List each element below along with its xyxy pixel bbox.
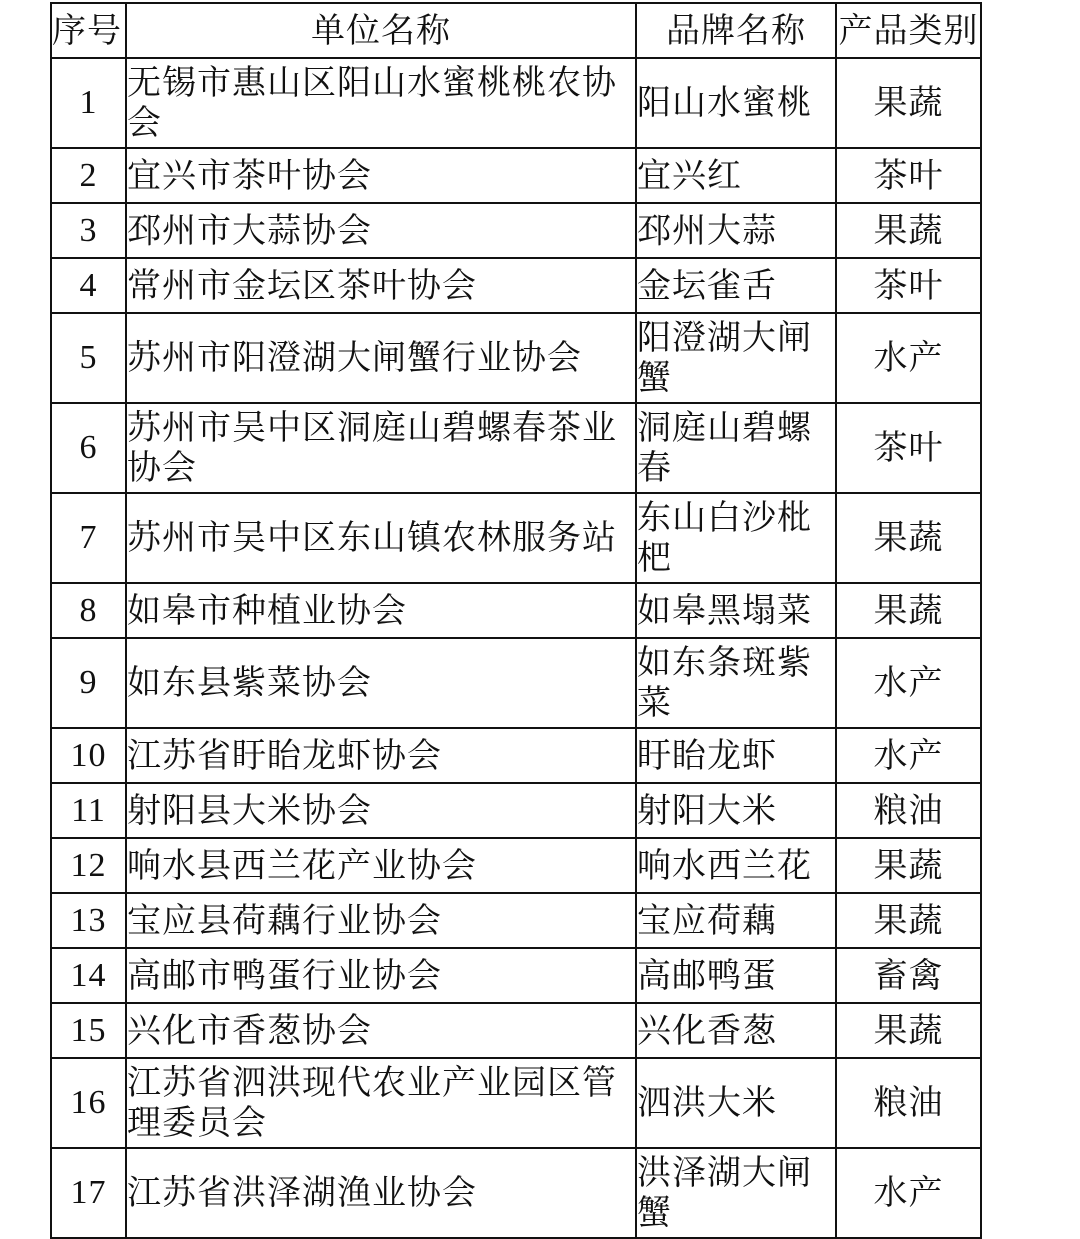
table-row	[51, 258, 981, 313]
brand-name-cell: 东山白沙枇杷	[636, 493, 836, 583]
product-category-cell: 果蔬	[836, 838, 981, 893]
product-category-cell: 水产	[836, 728, 981, 783]
brand-name-cell: 高邮鸭蛋	[636, 948, 836, 1003]
product-category-cell: 水产	[836, 313, 981, 403]
table-row	[51, 1058, 981, 1148]
row-index: 9	[51, 638, 126, 728]
header-product-category: 产品类别	[836, 3, 981, 58]
unit-name-cell: 江苏省泗洪现代农业产业园区管理委员会	[126, 1058, 636, 1148]
brand-name-cell: 洪泽湖大闸蟹	[636, 1148, 836, 1238]
brand-name-cell: 盱眙龙虾	[636, 728, 836, 783]
table-row	[51, 313, 981, 403]
unit-name-cell: 苏州市吴中区洞庭山碧螺春茶业协会	[126, 403, 636, 493]
product-category-cell: 水产	[836, 638, 981, 728]
table-row	[51, 1148, 981, 1238]
table-row	[51, 728, 981, 783]
table-row	[51, 893, 981, 948]
unit-name-cell: 射阳县大米协会	[126, 783, 636, 838]
brand-name-cell: 宜兴红	[636, 148, 836, 203]
brand-name-cell: 如东条斑紫菜	[636, 638, 836, 728]
brand-name-cell: 响水西兰花	[636, 838, 836, 893]
row-index: 5	[51, 313, 126, 403]
brand-name-cell: 兴化香葱	[636, 1003, 836, 1058]
product-category-cell: 茶叶	[836, 148, 981, 203]
table-row	[51, 148, 981, 203]
brand-name-cell: 宝应荷藕	[636, 893, 836, 948]
table-row	[51, 948, 981, 1003]
unit-name-cell: 如皋市种植业协会	[126, 583, 636, 638]
product-category-cell: 果蔬	[836, 58, 981, 148]
row-index: 10	[51, 728, 126, 783]
table-row	[51, 403, 981, 493]
product-category-cell: 果蔬	[836, 493, 981, 583]
row-index: 17	[51, 1148, 126, 1238]
unit-name-cell: 江苏省盱眙龙虾协会	[126, 728, 636, 783]
product-category-cell: 果蔬	[836, 893, 981, 948]
unit-name-cell: 常州市金坛区茶叶协会	[126, 258, 636, 313]
header-index: 序号	[51, 3, 126, 58]
table-row	[51, 1003, 981, 1058]
brand-name-cell: 邳州大蒜	[636, 203, 836, 258]
product-category-cell: 粮油	[836, 783, 981, 838]
unit-name-cell: 兴化市香葱协会	[126, 1003, 636, 1058]
brand-name-cell: 阳山水蜜桃	[636, 58, 836, 148]
row-index: 11	[51, 783, 126, 838]
table-body	[51, 58, 981, 1238]
brand-name-cell: 阳澄湖大闸蟹	[636, 313, 836, 403]
product-category-cell: 果蔬	[836, 583, 981, 638]
table-row	[51, 783, 981, 838]
header-row	[51, 3, 981, 58]
product-category-cell: 粮油	[836, 1058, 981, 1148]
row-index: 14	[51, 948, 126, 1003]
unit-name-cell: 江苏省洪泽湖渔业协会	[126, 1148, 636, 1238]
row-index: 3	[51, 203, 126, 258]
row-index: 13	[51, 893, 126, 948]
unit-name-cell: 如东县紫菜协会	[126, 638, 636, 728]
table-row	[51, 58, 981, 148]
header-brand-name: 品牌名称	[636, 3, 836, 58]
unit-name-cell: 宜兴市茶叶协会	[126, 148, 636, 203]
unit-name-cell: 响水县西兰花产业协会	[126, 838, 636, 893]
unit-name-cell: 宝应县荷藕行业协会	[126, 893, 636, 948]
unit-name-cell: 无锡市惠山区阳山水蜜桃桃农协会	[126, 58, 636, 148]
header-unit-name: 单位名称	[126, 3, 636, 58]
row-index: 2	[51, 148, 126, 203]
brand-name-cell: 如皋黑塌菜	[636, 583, 836, 638]
row-index: 8	[51, 583, 126, 638]
product-category-cell: 果蔬	[836, 203, 981, 258]
row-index: 4	[51, 258, 126, 313]
unit-name-cell: 高邮市鸭蛋行业协会	[126, 948, 636, 1003]
table-row	[51, 838, 981, 893]
brand-list-table	[50, 2, 982, 1239]
row-index: 1	[51, 58, 126, 148]
product-category-cell: 水产	[836, 1148, 981, 1238]
row-index: 6	[51, 403, 126, 493]
product-category-cell: 茶叶	[836, 258, 981, 313]
row-index: 12	[51, 838, 126, 893]
row-index: 15	[51, 1003, 126, 1058]
brand-name-cell: 泗洪大米	[636, 1058, 836, 1148]
brand-name-cell: 金坛雀舌	[636, 258, 836, 313]
row-index: 7	[51, 493, 126, 583]
unit-name-cell: 苏州市吴中区东山镇农林服务站	[126, 493, 636, 583]
unit-name-cell: 苏州市阳澄湖大闸蟹行业协会	[126, 313, 636, 403]
product-category-cell: 果蔬	[836, 1003, 981, 1058]
product-category-cell: 茶叶	[836, 403, 981, 493]
row-index: 16	[51, 1058, 126, 1148]
table-row	[51, 203, 981, 258]
table-header	[51, 3, 981, 58]
unit-name-cell: 邳州市大蒜协会	[126, 203, 636, 258]
table-row	[51, 583, 981, 638]
table-row	[51, 638, 981, 728]
table-row	[51, 493, 981, 583]
product-category-cell: 畜禽	[836, 948, 981, 1003]
brand-name-cell: 射阳大米	[636, 783, 836, 838]
brand-name-cell: 洞庭山碧螺春	[636, 403, 836, 493]
